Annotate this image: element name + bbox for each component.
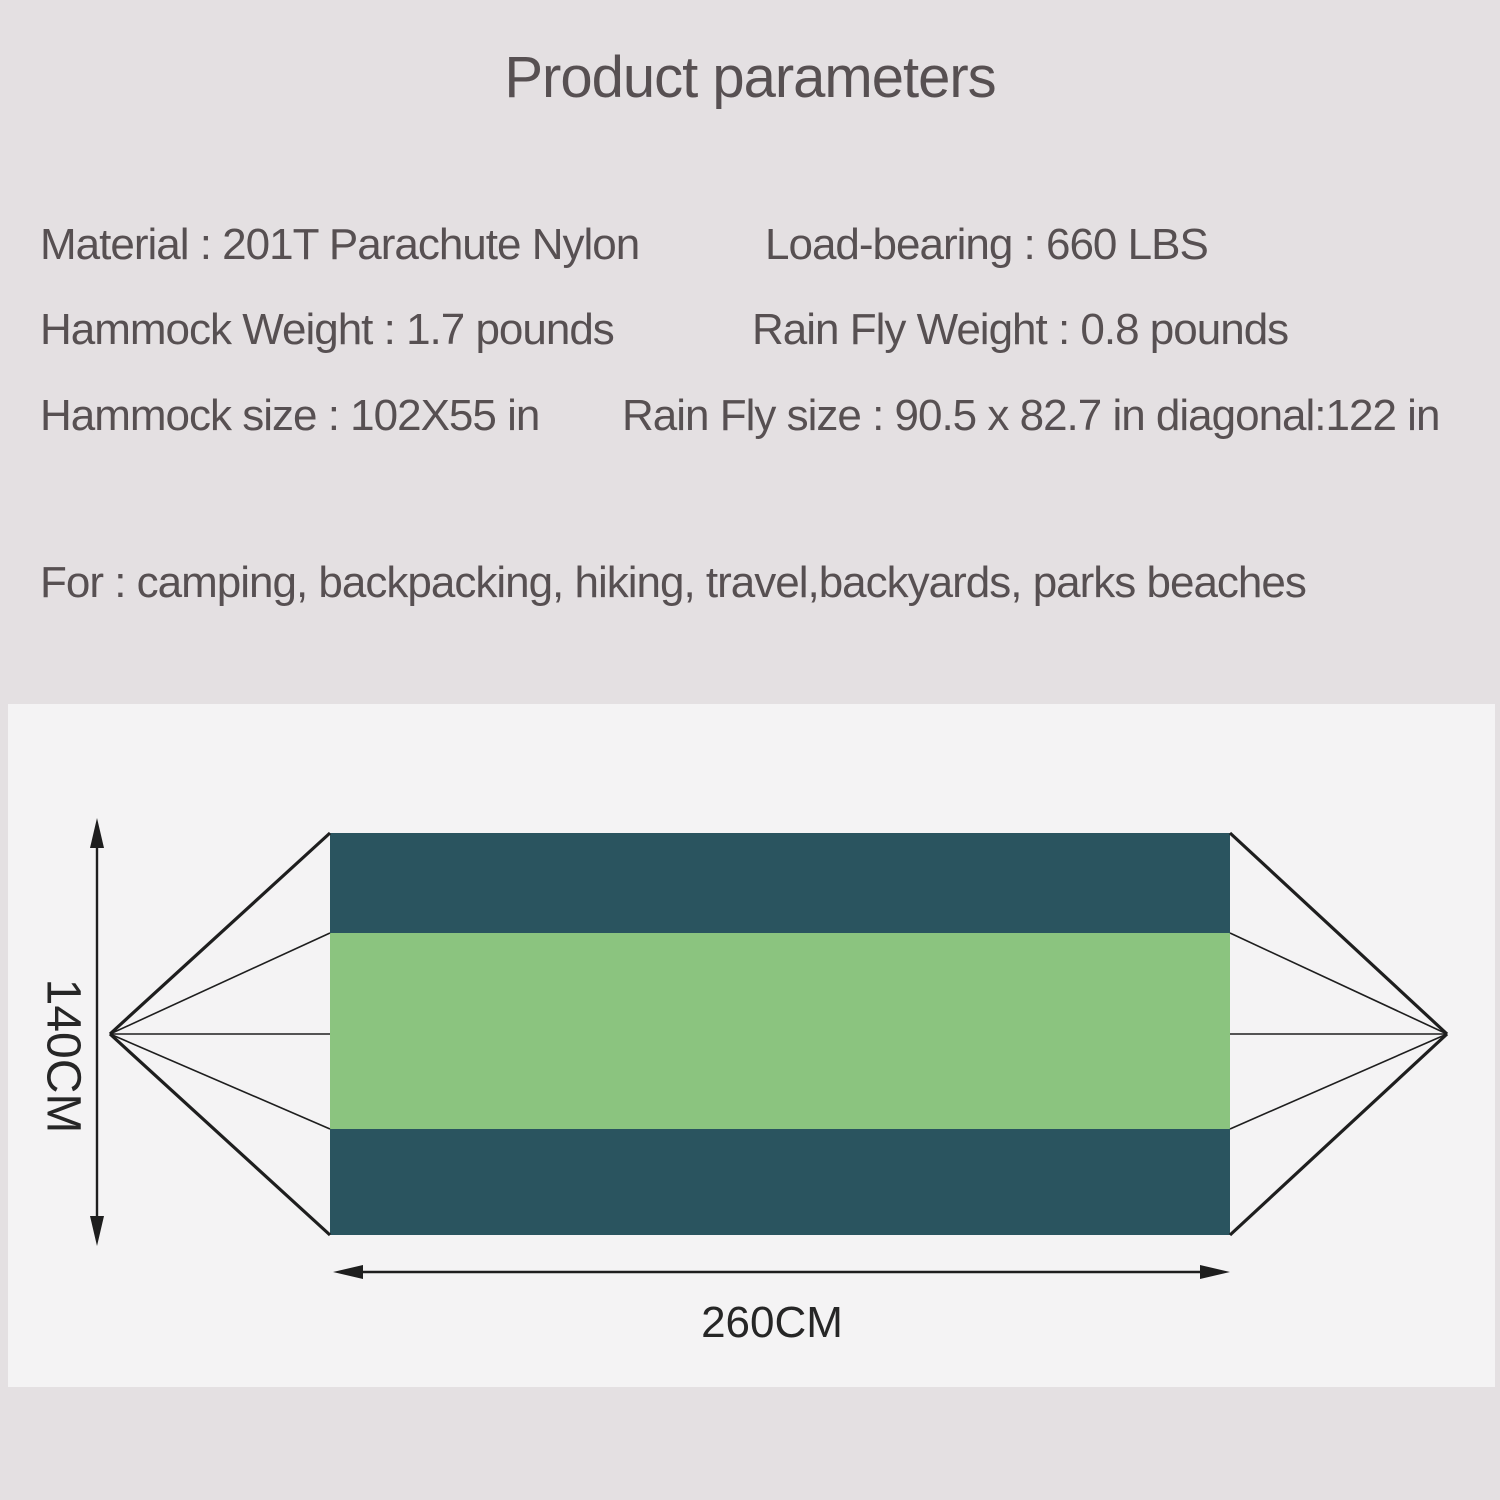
hammock-stripe-top	[330, 833, 1230, 933]
spec-hammock-size: Hammock size : 102X55 in	[40, 391, 540, 440]
spec-rainfly-size: Rain Fly size : 90.5 x 82.7 in diagonal:122 in	[622, 391, 1440, 440]
spec-material: Material : 201T Parachute Nylon	[40, 220, 640, 269]
hammock-gather-right	[1230, 833, 1447, 1235]
arrow-up-icon	[90, 818, 104, 848]
arrow-right-icon	[1200, 1265, 1230, 1279]
spec-rainfly-weight: Rain Fly Weight : 0.8 pounds	[752, 305, 1289, 354]
width-dimension-label: 260CM	[701, 1298, 843, 1347]
height-dimension-label: 140CM	[36, 978, 90, 1134]
hammock-gather-left	[110, 833, 330, 1235]
spec-usage: For : camping, backpacking, hiking, travel,backyards, parks beaches	[40, 558, 1306, 607]
page-title: Product parameters	[504, 45, 996, 110]
hammock-stripe-bottom	[330, 1129, 1230, 1235]
arrow-down-icon	[90, 1216, 104, 1246]
hammock-stripe-middle	[330, 933, 1230, 1129]
arrow-left-icon	[333, 1265, 363, 1279]
spec-hammock-weight: Hammock Weight : 1.7 pounds	[40, 305, 614, 354]
width-dimension-arrow	[333, 1265, 1230, 1279]
height-dimension-arrow	[90, 818, 104, 1246]
spec-load-bearing: Load-bearing : 660 LBS	[765, 220, 1208, 269]
